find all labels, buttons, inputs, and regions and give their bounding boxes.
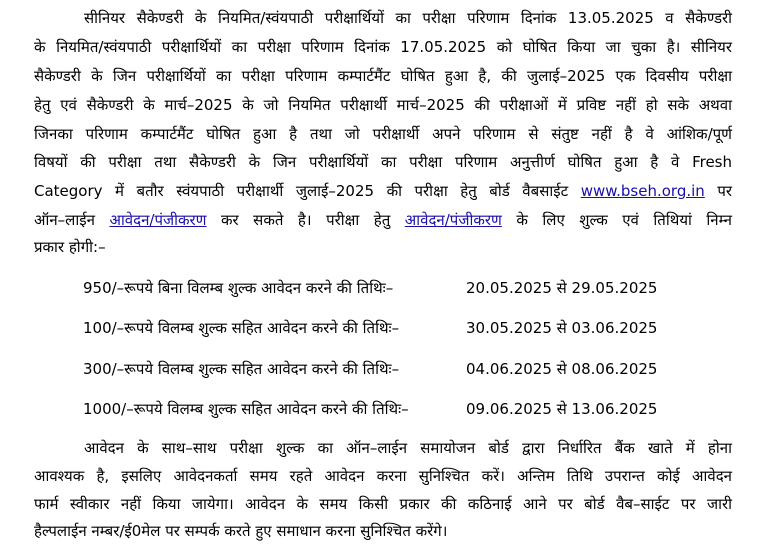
website-link[interactable]: www.bseh.org.in: [580, 182, 705, 200]
para1-line9: प्रकार होगी:–: [34, 238, 106, 256]
para1-line3: सैकेण्डरी के जिन परीक्षार्थियों का परीक्षा परिणाम कम्पार्टमैंट घोषित हुआ है, की जुलाई–2025 एक दिवसीय परीक्षा: [34, 67, 732, 85]
fee-dates: 04.06.2025 से 08.06.2025: [466, 360, 658, 378]
para1-line5: जिनका परिणाम कम्पार्टमैंट घोषित हुआ है तथा जो परीक्षार्थी अपने परिणाम से संतुष्ट नहीं है वे आंशिक/पूर्ण: [34, 125, 732, 143]
para1-line4: हेतु एवं सैकेण्डरी के मार्च–2025 के जो नियमित परीक्षार्थी मार्च–2025 की परीक्षाओं में प्रविष्ट नहीं हो सके अथवा: [34, 96, 732, 114]
para1-line8-mid: कर सकते है। परीक्षा हेतु: [206, 211, 405, 229]
para1-line1: सीनियर सैकेण्डरी के नियमित/स्वंयपाठी परीक्षार्थियों का परीक्षा परिणाम दिनांक 13.05.2025 व सैकेण्डरी: [84, 9, 732, 27]
para1-line8-text: ऑन–लाईन: [34, 211, 110, 229]
fee-dates: 20.05.2025 से 29.05.2025: [466, 279, 658, 297]
para2-line4: हैल्पलाईन नम्बर/ई0मेल पर सम्पर्क करते हुए समाधान करना सुनिश्चित करेंगे।: [34, 522, 448, 540]
para1-line8: [34, 210, 732, 230]
para1-line7-text: Category में बतौर स्वंयपाठी परीक्षार्थी जुलाई–2025 की परीक्षा हेतु बोर्ड वैबसाईट: [34, 182, 581, 200]
para2-line1: आवेदन के साथ–साथ परीक्षा शुल्क का ऑन–लाईन समायोजन बोर्ड द्वारा निर्धारित बैंक खाते में होना: [84, 439, 732, 457]
fee-label: 950/–रूपये बिना विलम्ब शुल्क आवेदन करने की तिथिः–: [83, 279, 394, 297]
registration-link-2[interactable]: आवेदन/पंजीकरण: [404, 211, 502, 229]
para1-line7: [34, 181, 732, 201]
fee-label: 1000/–रूपये विलम्ब शुल्क सहित आवेदन करने की तिथिः–: [83, 400, 409, 418]
para2-line2: आवश्यक है, इसलिए आवेदनकर्ता समय रहते आवेदन करना सुनिश्चित करें। अन्तिम तिथि उपरान्त कोई आवेदन: [34, 467, 732, 485]
para1-line6: विषयों की परीक्षा तथा सैकेण्डरी के जिन परीक्षार्थियों का परीक्षा परिणाम अनुत्तीर्ण घोषित हुआ है वे Fresh: [34, 153, 732, 171]
registration-link-1[interactable]: आवेदन/पंजीकरण: [109, 211, 207, 229]
para1-line7-end: पर: [704, 182, 732, 200]
para2-line3: फार्म स्वीकार नहीं किया जायेगा। आवेदन के समय किसी प्रकार की कठिनाई आने पर बोर्ड वैब–साईट पर जारी: [34, 495, 732, 513]
para1-line8-end: के लिए शुल्क एवं तिथियां निम्न: [501, 211, 733, 229]
fee-label: 100/–रूपये विलम्ब शुल्क सहित आवेदन करने की तिथिः–: [83, 319, 400, 337]
fee-dates: 09.06.2025 से 13.06.2025: [466, 400, 658, 418]
fee-dates: 30.05.2025 से 03.06.2025: [466, 319, 658, 337]
para1-line2: के नियमित/स्वंयपाठी परीक्षार्थियों का परीक्षा परिणाम दिनांक 17.05.2025 को घोषित किया जा चुका है। सीनियर: [34, 38, 732, 56]
fee-label: 300/–रूपये विलम्ब शुल्क सहित आवेदन करने की तिथिः–: [83, 360, 400, 378]
